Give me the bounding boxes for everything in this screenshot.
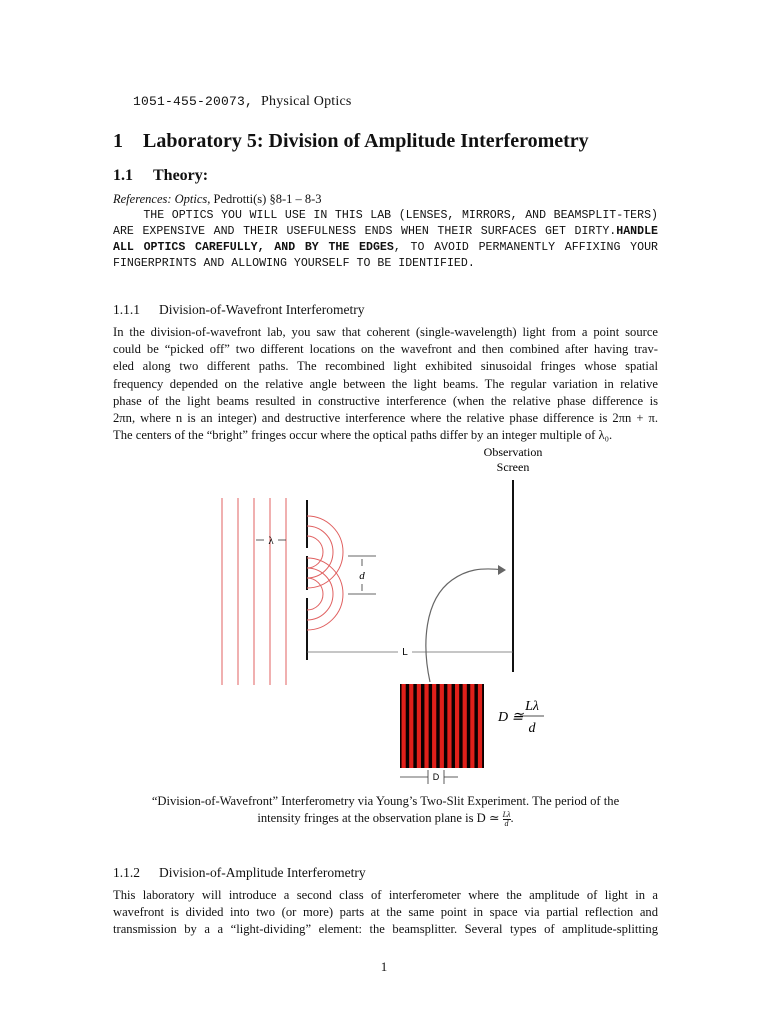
D-label: D	[432, 772, 440, 782]
pointer-arrow	[426, 569, 504, 682]
fringe-stripe	[455, 684, 459, 768]
wavelength-indicator	[256, 535, 286, 547]
formula-lhs: D ≅	[498, 710, 524, 725]
caption-fraction-den: d	[504, 818, 509, 828]
paragraph-line: frequency depended on the relative angle between the light beams. The regular variation in relative	[113, 376, 658, 391]
caption-line-2-text: intensity fringes at the observation plane is D ≃	[257, 811, 500, 825]
course-code: 1051-455-20073,	[133, 94, 254, 109]
section-number: 1	[113, 130, 123, 152]
caption-fraction	[503, 811, 511, 828]
fringe-stripe	[424, 684, 428, 768]
plane-wavefronts	[222, 498, 286, 685]
references-book: Optics	[174, 192, 208, 206]
paragraph-line: 2πn, where n is an integer) and destructive interference where the relative phase difference is 2πn + π.	[113, 411, 658, 426]
arrowhead	[498, 565, 506, 575]
subsection-number: 1.1	[113, 167, 133, 184]
course-name: Physical Optics	[261, 94, 352, 109]
paragraph-line: This laboratory will introduce a second class of interferometer where the amplitude of light in a	[113, 888, 658, 902]
young-two-slit-figure	[200, 440, 570, 790]
fringe-stripe	[470, 684, 474, 768]
fringe-stripe	[478, 684, 482, 768]
references-text: , Pedrotti(s) §8-1 – 8-3	[207, 192, 322, 206]
circular-wavefronts	[307, 516, 343, 630]
section-heading	[113, 130, 589, 153]
figure-caption	[113, 793, 658, 828]
formula-denominator: d	[528, 721, 536, 736]
subsubsection-title-2: Division-of-Amplitude Interferometry	[159, 865, 366, 880]
paragraph-line: The centers of the “bright” fringes occur where the optical paths differ by an integer multiple of λ₀.	[113, 428, 613, 443]
subsection-title: Theory:	[153, 167, 209, 184]
fringe-formula	[497, 699, 544, 736]
subsubsection-number-2: 1.1.2	[113, 865, 140, 880]
fringe-period-marker	[400, 770, 458, 784]
warning-part2: , TO AVOID PERMANENTLY AFFIXING YOUR FINGERPRINTS AND ALLOWING YOURSELF TO BE IDENTIFIED.	[113, 241, 658, 270]
fringe-stripe	[440, 684, 444, 768]
formula-numerator: Lλ	[525, 699, 539, 714]
paragraph-line: could be “picked off” two different locations on the wavefront and then combined after having trav-	[113, 342, 658, 357]
paragraph-line: wavefront is divided into two (or more) parts at the same point in space via partial reflection and	[113, 905, 658, 920]
fringe-stripe	[463, 684, 467, 768]
paragraph-line: In the division-of-wavefront lab, you saw that coherent (single-wavelength) light from a point source	[113, 325, 658, 339]
d-label: d	[359, 570, 365, 582]
course-header	[133, 94, 352, 110]
lambda-label: λ	[268, 535, 274, 547]
subsubsection-title-1: Division-of-Wavefront Interferometry	[159, 302, 365, 317]
paragraph-line: eled along two different paths. The recombined light exhibited sinusoidal fringes whose spatial	[113, 359, 658, 374]
subsubsection-number-1: 1.1.1	[113, 302, 140, 317]
fringe-stripe	[417, 684, 421, 768]
subsubsection-heading-2	[113, 865, 366, 881]
caption-fraction-num: Lλ	[502, 809, 511, 819]
fringe-stripe	[409, 684, 413, 768]
screen-label-line2: Screen	[496, 460, 530, 474]
subsection-heading	[113, 167, 208, 185]
paragraph-line: transmission by a a “light-dividing” element: the beamsplitter. Several types of amplitude-splitting	[113, 922, 658, 937]
wavefront-paragraph	[113, 324, 658, 444]
warning-part1: THE OPTICS YOU WILL USE IN THIS LAB (LENSES, MIRRORS, AND BEAMSPLIT-TERS) ARE EXPENSIVE AND THEIR USEFULNESS ENDS WHEN THEIR SURFACES GET DIRTY.	[113, 209, 658, 238]
references-label: References:	[113, 192, 172, 206]
subsubsection-heading-1	[113, 302, 364, 318]
fringe-stripe	[447, 684, 451, 768]
caption-line-2	[113, 810, 658, 828]
amplitude-paragraph	[113, 887, 658, 939]
caption-line-1: “Division-of-Wavefront” Interferometry via Young’s Two-Slit Experiment. The period of the	[151, 794, 620, 808]
paragraph-line: phase of the light beams resulted in constructive interference (when the relative phase difference is	[113, 393, 658, 408]
warning-bold: HANDLE ALL OPTICS CAREFULLY, AND BY THE EDGES	[113, 225, 658, 254]
screen-label-line1: Observation	[483, 445, 543, 459]
page-number: 1	[380, 959, 388, 974]
optics-warning	[113, 208, 658, 272]
caption-period: .	[510, 811, 514, 825]
fringe-stripe	[432, 684, 436, 768]
references-line	[113, 192, 322, 207]
section-title: Laboratory 5: Division of Amplitude Interferometry	[143, 130, 589, 152]
fringe-stripe	[402, 684, 406, 768]
L-label: L	[402, 647, 408, 658]
